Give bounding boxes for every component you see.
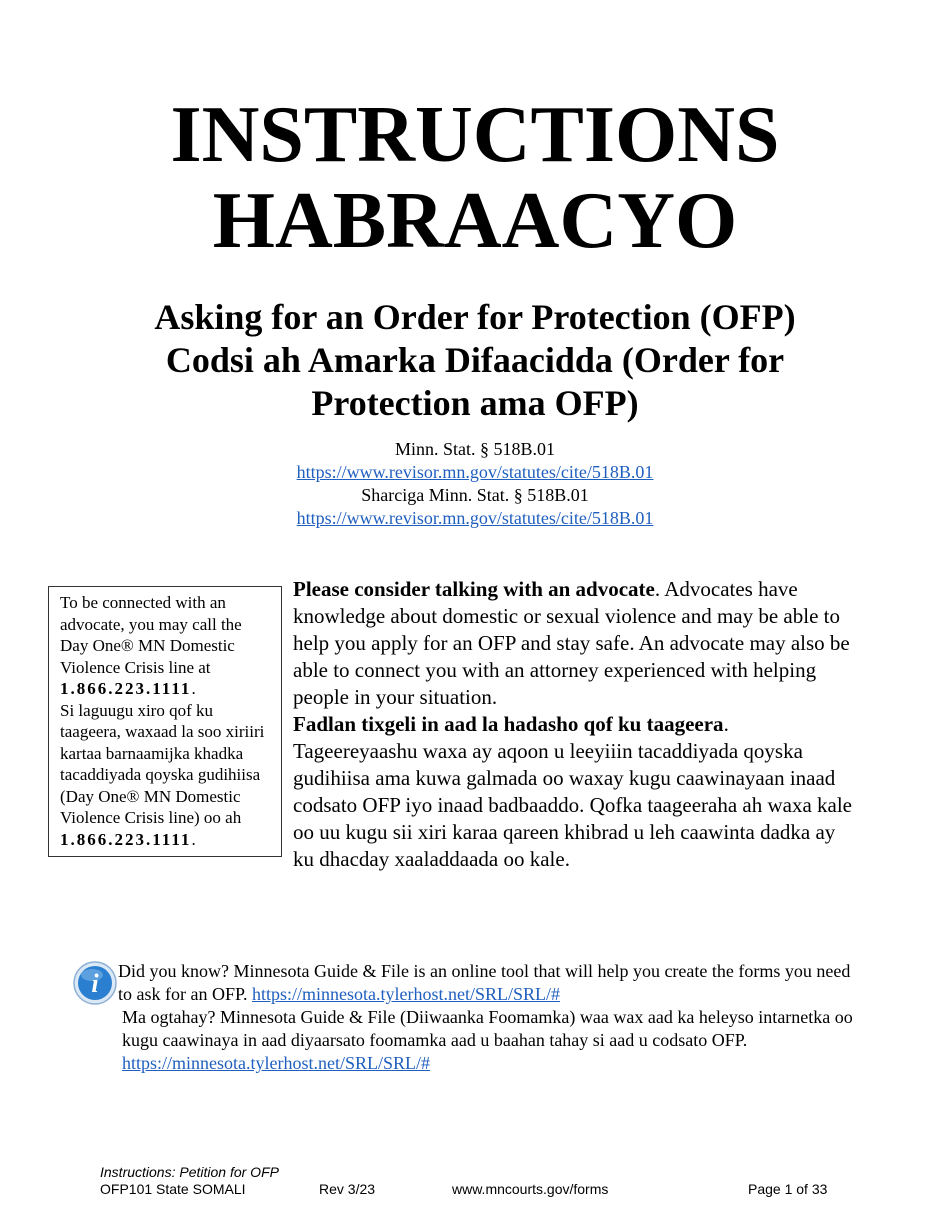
subtitle-line-3: Protection ama OFP) [311,383,639,423]
advocate-english-heading: Please consider talking with an advocate [293,577,655,601]
statute-english: Minn. Stat. § 518B.01 [394,439,555,459]
footer-page-number: Page 1 of 33 [748,1181,828,1197]
statute-somali-link[interactable]: https://www.revisor.mn.gov/statutes/cite/518B.01 [296,508,654,528]
svg-text:i: i [91,969,99,998]
title-line-somali: HABRAACYO [212,177,738,265]
advocate-somali-paragraph: Fadlan tixgeli in aad la hadasho qof ku taageera. Tageereyaashu waxa ay aqoon u leeyiiin tacaddiyada qoyska gudihiisa ama kuwa galmada oo waxay kugu caawinayaan inaad codsato OFP iyo inaad badbaaddo. Qofka taageeraha ah waxa kale oo uu kugu sii xiri karaa qareen khibrad u leh caawinta dadka ay ku dhacday xaaladdaada oo kale. [293,712,853,871]
guide-and-file-note [72,960,852,1090]
page-footer [100,1164,840,1198]
page-title [0,92,950,264]
footer-doc-title: Instructions: Petition for OFP [100,1164,279,1180]
footer-revision: Rev 3/23 [319,1181,376,1197]
guide-file-link-somali[interactable]: https://minnesota.tylerhost.net/SRL/SRL/# [122,1053,431,1073]
guide-file-link-english[interactable]: https://minnesota.tylerhost.net/SRL/SRL/# [252,984,561,1004]
subtitle-line-2: Codsi ah Amarka Difaacidda (Order for [165,340,785,380]
footer-website: www.mncourts.gov/forms [452,1181,609,1197]
advocate-somali-heading: Fadlan tixgeli in aad la hadasho qof ku taageera [293,712,724,736]
footer-form-id: OFP101 State SOMALI [100,1181,246,1197]
crisis-line-box: To be connected with an advocate, you may call the Day One® MN Domestic Violence Crisis line at 1.866.223.1111. Si laguugu xiro qof ku taageera, waxaad la soo xiriiri kartaa barnaamijka khadka tacaddiyada qoyska gudihiisa (Day One® MN Domestic Violence Crisis line) oo ah 1.866.223.1111. [48,586,282,857]
info-icon [72,960,118,1006]
advocate-section [293,576,853,873]
statute-citation [0,438,950,530]
crisis-phone-somali: 1.866.223.1111 [60,829,192,849]
info-english: Did you know? Minnesota Guide & File is an online tool that will help you create the forms you need to ask for an OFP. https://minnesota.tylerhost.net/SRL/SRL/# [118,961,851,1004]
statute-somali: Sharciga Minn. Stat. § 518B.01 [361,485,589,505]
crisis-phone-english: 1.866.223.1111 [60,679,192,698]
subtitle-line-1: Asking for an Order for Protection (OFP) [154,297,796,337]
title-line-english: INSTRUCTIONS [170,91,780,179]
info-somali: Ma ogtahay? Minnesota Guide & File (Diiwaanka Foomamka) waa wax aad ka heleyso intarnetka oo kugu caawinaya in aad diyaarsato foomamka aad u baahan tahay si aad u codsato OFP. https://minnesota.tylerhost.net/SRL/SRL/# [122,1007,853,1073]
page-subtitle [0,296,950,425]
statute-english-link[interactable]: https://www.revisor.mn.gov/statutes/cite/518B.01 [296,462,654,482]
crisis-line-english: To be connected with an advocate, you may call the Day One® MN Domestic Violence Crisis line at [60,593,242,677]
advocate-english-paragraph: Please consider talking with an advocate. Advocates have knowledge about domestic or sexual violence and may be able to help you apply for an OFP and stay safe. An advocate may also be able to connect you with an attorney experienced with helping people in your situation. [293,577,850,709]
crisis-line-somali: Si laguugu xiro qof ku taageera, waxaad la soo xiriiri kartaa barnaamijka khadka tacaddiyada qoyska gudihiisa (Day One® MN Domestic Violence Crisis line) oo ah [60,700,265,827]
